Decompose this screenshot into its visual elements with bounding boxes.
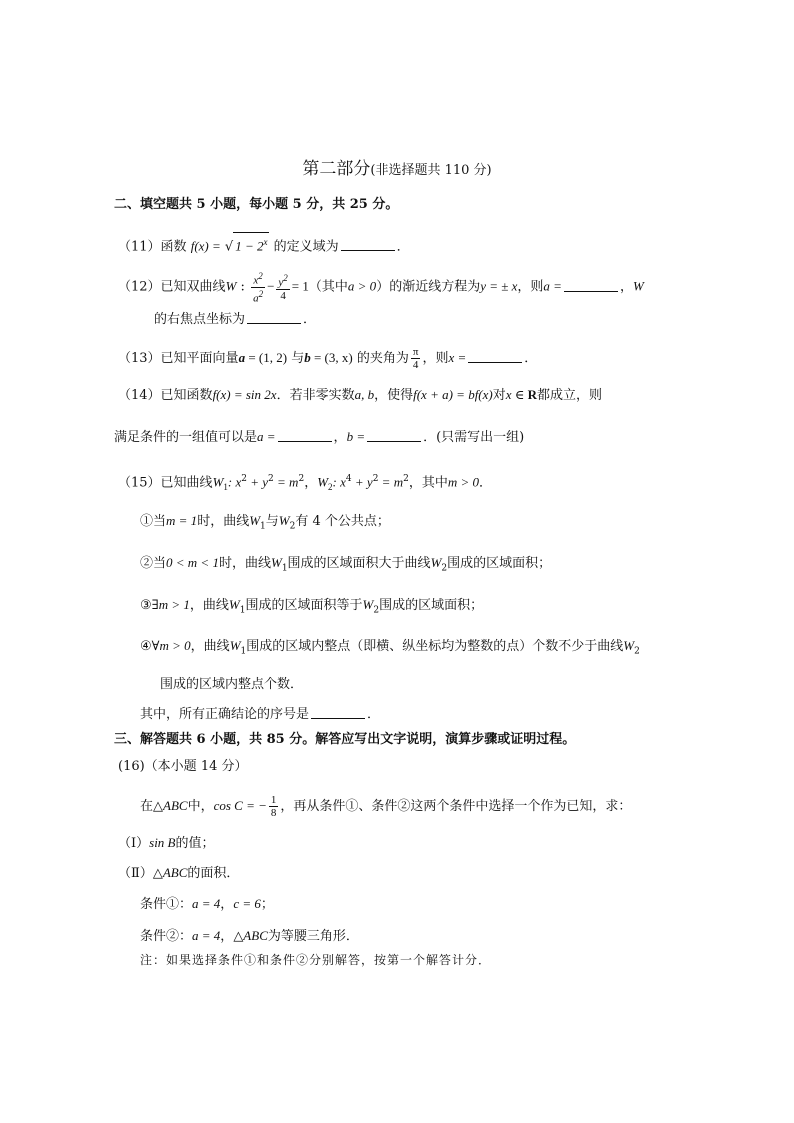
q14-answer-blank-a[interactable] (278, 429, 332, 442)
question-15: （15）已知曲线$W_1$: $x^2 + y^2 = m^2$，$W_2$: $x^4 + y^2 = m^2$，其中m > 0． (118, 474, 493, 492)
question-12: （12）已知双曲线W : $\frac{x^2}{a^2}$ − $\frac{y^2}{4}$ = 1（其中a > 0）的渐近线方程为y = ± x，则a = ，W (118, 271, 644, 305)
q16-condition-1: 条件①：a = 4，c = 6； (140, 896, 274, 912)
q16-stem: 在△ABC中，cos C = − $\frac{1}{8}$ ，再从条件①、条件②这两个条件中选择一个作为已知，求： (140, 794, 632, 819)
q16-number: (16)（本小题 14 分） (118, 759, 248, 774)
question-13: （13）已知平面向量a = (1, 2) 与b = (3, x) 的夹角为 $\frac{\pi}{4}$ ，则x = ． (118, 346, 538, 371)
q16-part-2: （Ⅱ）△ABC的面积． (118, 865, 240, 881)
part-title: 第二部分 (302, 159, 371, 179)
q15-statement-3: ③∃m > 1，曲线$W_1$围成的区域面积等于$W_2$围成的区域面积； (140, 597, 484, 616)
q14-answer-blank-b[interactable] (367, 429, 421, 442)
q13-angle-fraction: $\frac{\pi}{4}$ (412, 346, 419, 371)
q11-radicand: $1 - 2^x$ (233, 232, 269, 255)
page-title (0, 154, 794, 179)
q12-fraction-x: $\frac{x^2}{a^2}$ (253, 271, 264, 305)
q12-fraction-y: $\frac{y^2}{4}$ (278, 273, 288, 302)
q13-answer-blank[interactable] (468, 350, 522, 363)
q16-condition-2: 条件②：a = 4，△ABC为等腰三角形． (140, 928, 359, 944)
question-11: （11）函数 f(x) = √ $1 - 2^x$ 的定义域为 ． (118, 232, 410, 256)
q12-number: （12） (118, 279, 161, 295)
part-subtitle: (非选择题共 110 分) (370, 163, 492, 178)
q15-answer-blank[interactable] (311, 706, 365, 719)
q12-answer-blank-focus[interactable] (247, 311, 301, 324)
q15-statement-4: ④∀m > 0，曲线$W_1$围成的区域内整点（即横、纵坐标均为整数的点）个数不少于曲线$W_2$ (140, 638, 640, 657)
q11-number: （11） (118, 239, 161, 255)
section2-heading: 二、填空题共 5 小题，每小题 5 分，共 25 分。 (114, 197, 399, 212)
q15-statement-2: ②当0 < m < 1时，曲线$W_1$围成的区域面积大于曲线$W_2$围成的区域面积； (140, 555, 552, 574)
q15-number: （15） (118, 475, 161, 491)
q16-note: 注：如果选择条件①和条件②分别解答，按第一个解答计分． (140, 953, 492, 967)
question-14-line2: 满足条件的一组值可以是a = ，b = ．(只需写出一组) (114, 429, 525, 445)
q13-number: （13） (118, 351, 161, 366)
q15-statement-1: ①当m = 1时，曲线$W_1$与$W_2$有 4 个公共点； (140, 513, 390, 532)
q11-sqrt-sign: √ (224, 239, 234, 255)
q11-answer-blank[interactable] (341, 238, 395, 251)
section3-heading: 三、解答题共 6 小题，共 85 分。解答应写出文字说明，演算步骤或证明过程。 (114, 732, 576, 747)
question-12-line2: 的右焦点坐标为 ． (154, 312, 317, 327)
q14-number: （14） (118, 388, 161, 403)
q16-cos-fraction: $\frac{1}{8}$ (270, 794, 277, 819)
q11-text: 函数 (160, 239, 187, 255)
q11-function: f(x) = (190, 238, 221, 254)
q12-answer-blank-a[interactable] (564, 279, 618, 292)
question-14: （14）已知函数f(x) = sin 2x．若非零实数a, b，使得f(x + a) = bf(x)对x ∈ R都成立，则 (118, 387, 603, 403)
q16-part-1: （Ⅰ）sin B的值； (118, 835, 215, 851)
q15-statement-4-line2: 围成的区域内整点个数． (160, 677, 304, 692)
q15-conclusion: 其中，所有正确结论的序号是 ． (140, 707, 381, 722)
